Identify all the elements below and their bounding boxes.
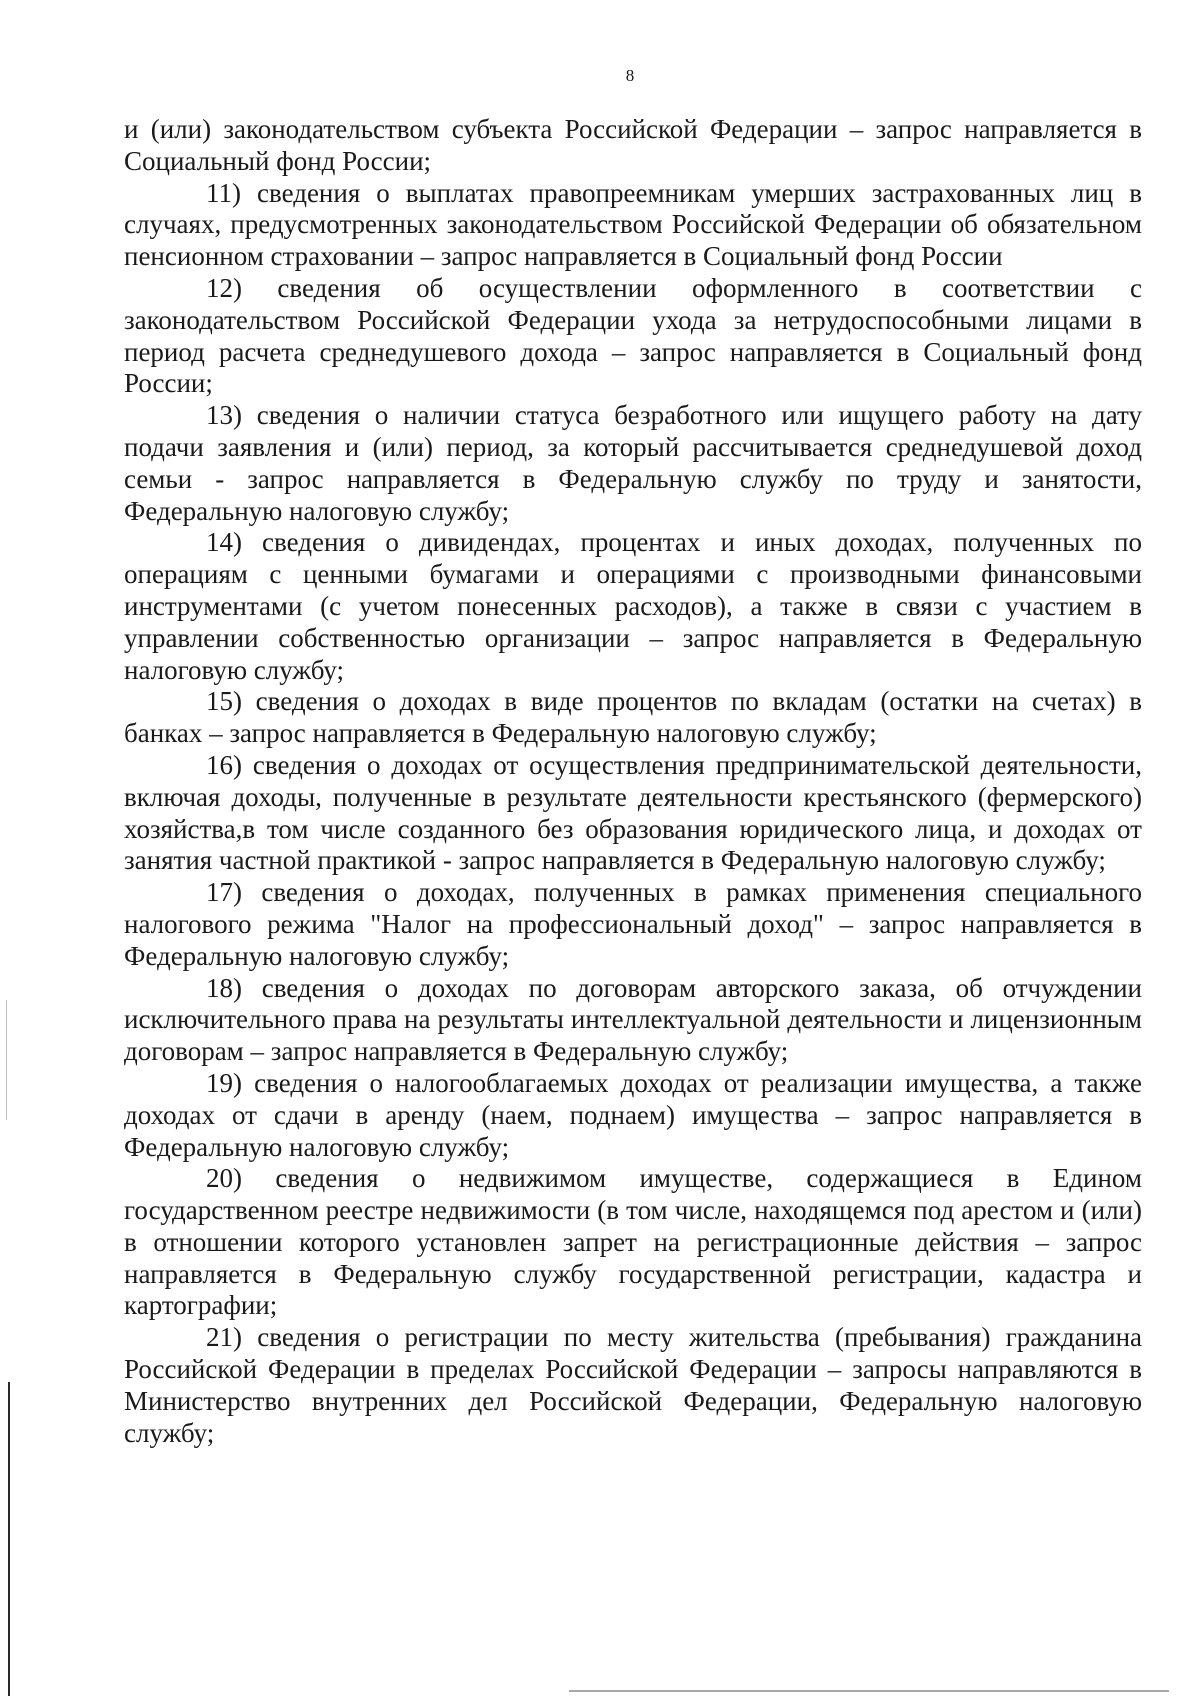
scan-margin-line: [8, 1382, 10, 1696]
paragraph: и (или) законодательством субъекта Российской Федерации – запрос направляется в Социальный фонд России;: [124, 114, 1142, 176]
paragraph: 18) сведения о доходах по договорам авторского заказа, об отчуждении исключительного права на результаты интеллектуальной деятельности и лицензионным договорам – запрос направляется в Федеральную службу;: [124, 972, 1142, 1067]
paragraph: 14) сведения о дивидендах, процентах и иных доходах, полученных по операциям с ценными бумагами и операциями с производными финансовыми инструментами (с учетом понесенных расходов), а также в связи с участием в управлении собственностью организации – запрос направляется в Федеральную налоговую службу;: [124, 527, 1142, 685]
scan-margin-mark: [6, 1000, 7, 1120]
paragraph: 17) сведения о доходах, полученных в рамках применения специального налогового режима "Налог на профессиональный доход" – запрос направляется в Федеральную налоговую службу;: [124, 877, 1142, 971]
paragraph: 19) сведения о налогооблагаемых доходах от реализации имущества, а также доходах от сдачи в аренду (наем, поднаем) имущества – запрос направляется в Федеральную налоговую службу;: [124, 1067, 1142, 1162]
paragraph: 13) сведения о наличии статуса безработного или ищущего работу на дату подачи заявления и (или) период, за который рассчитывается среднедушевой доход семьи - запрос направляется в Федеральную службу по труду и занятости, Федеральную налоговую службу;: [124, 400, 1142, 526]
paragraph: 15) сведения о доходах в виде процентов по вкладам (остатки на счетах) в банках – запрос направляется в Федеральную налоговую службу;: [124, 686, 1142, 749]
page-number: 8: [625, 66, 635, 85]
paragraph: 11) сведения о выплатах правопреемникам умерших застрахованных лиц в случаях, предусмотренных законодательством Российской Федерации об обязательном пенсионном страховании – запрос направляется в Социальный фонд России: [124, 177, 1142, 272]
paragraph: 20) сведения о недвижимом имуществе, содержащиеся в Едином государственном реестре недвижимости (в том числе, находящемся под арестом и (или) в отношении которого установлен запрет на регистрационные действия – запрос направляется в Федеральную службу государственной регистрации, кадастра и картографии;: [124, 1163, 1142, 1321]
footer-rule: [569, 1690, 1169, 1692]
paragraph: 21) сведения о регистрации по месту жительства (пребывания) гражданина Российской Федерации в пределах Российской Федерации – запросы направляются в Министерство внутренних дел Российской Федерации, Федеральную налоговую службу;: [124, 1322, 1142, 1448]
document-body: [124, 114, 1142, 1449]
paragraph: 16) сведения о доходах от осуществления предпринимательской деятельности, включая доходы, полученные в результате деятельности крестьянского (фермерского) хозяйства,в том числе созданного без образования юридического лица, и доходах от занятия частной практикой - запрос направляется в Федеральную налоговую службу;: [124, 749, 1142, 876]
paragraph: 12) сведения об осуществлении оформленного в соответствии с законодательством Российской Федерации ухода за нетрудоспособными лицами в период расчета среднедушевого дохода – запрос направляется в Социальный фонд России;: [124, 272, 1142, 399]
